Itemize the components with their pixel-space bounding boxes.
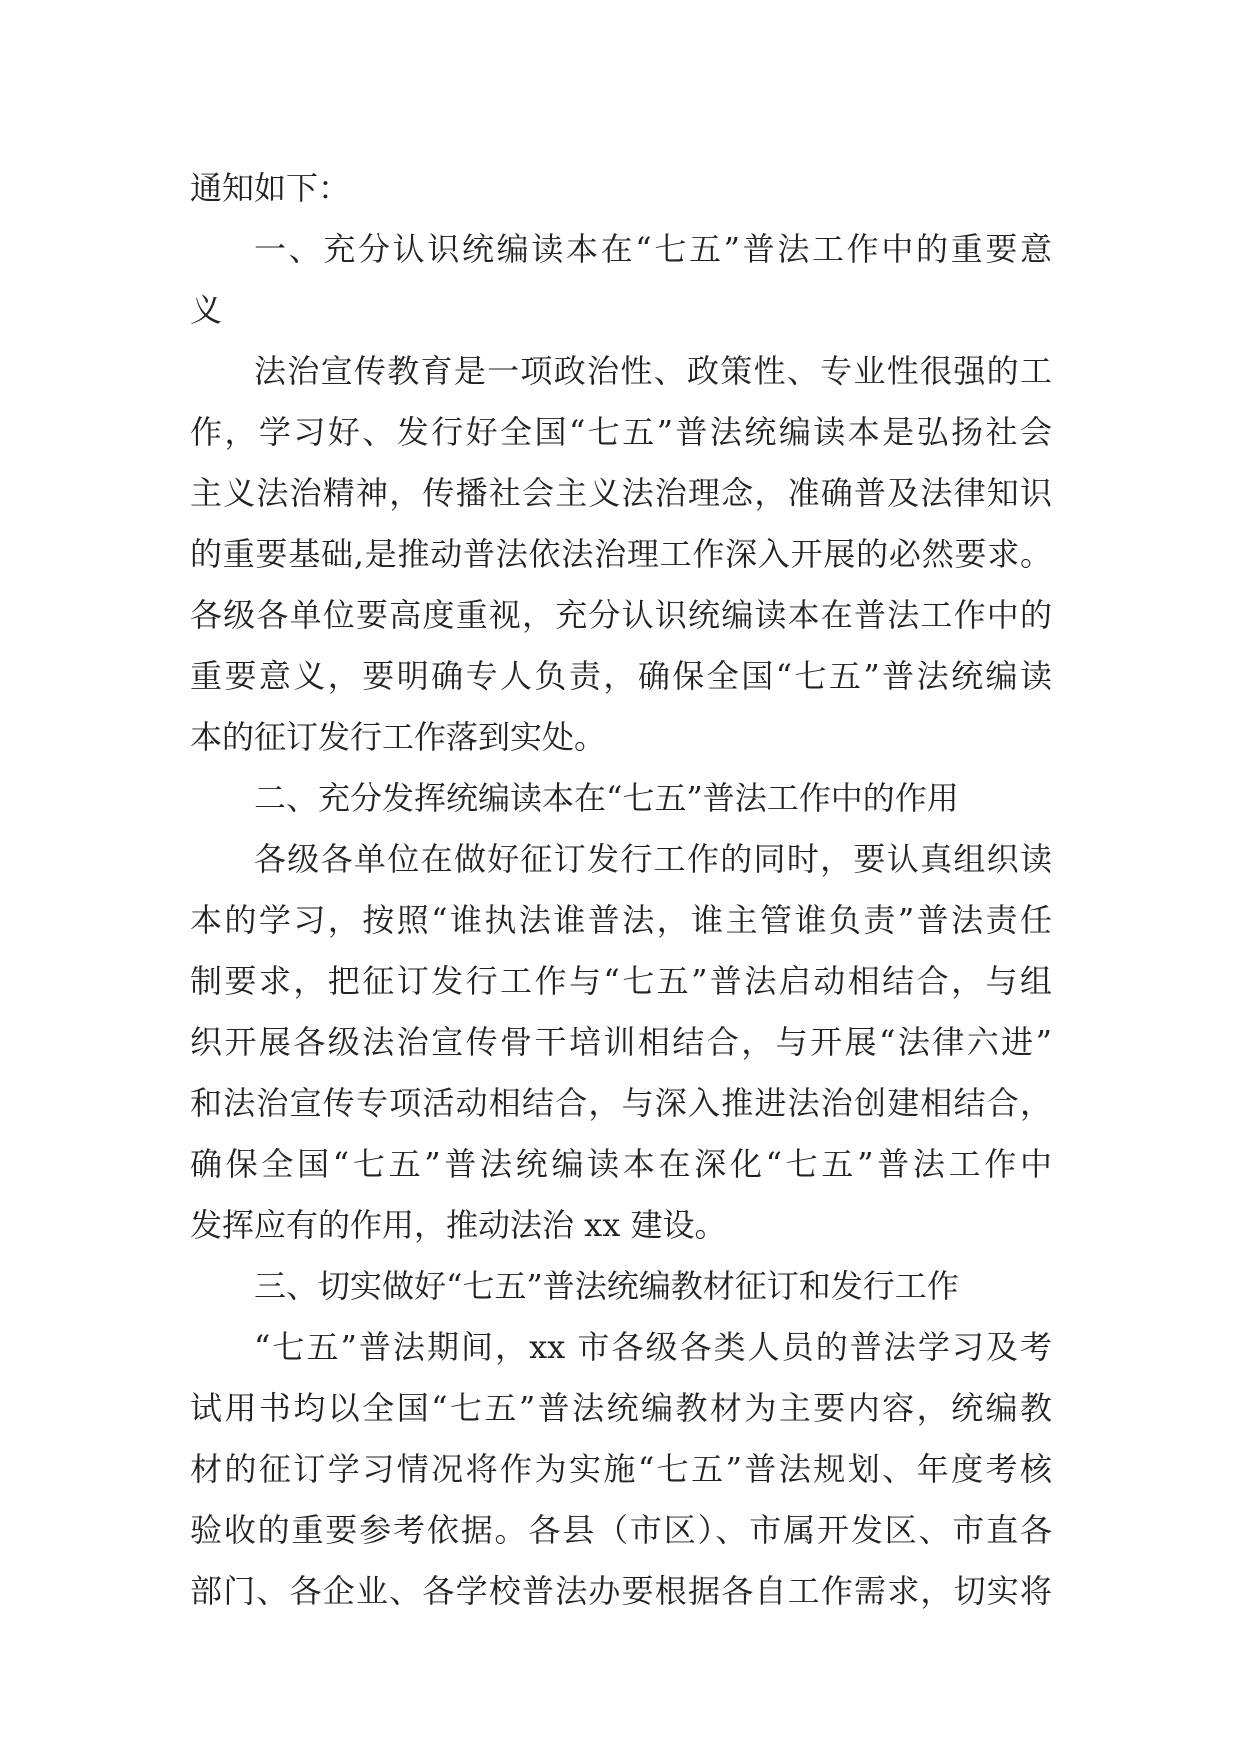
text-line: 通知如下：	[190, 169, 351, 207]
paragraph-line: 本的学习，按照“谁执法谁普法，谁主管谁负责”普法责任	[190, 901, 1052, 939]
paragraph-line: 发挥应有的作用，推动法治 xx 建设。	[190, 1206, 727, 1244]
section-heading-line: 义	[190, 291, 223, 329]
paragraph-line: 重要意义，要明确专人负责，确保全国“七五”普法统编读	[190, 657, 1052, 695]
paragraph-line: 部门、各企业、各学校普法办要根据各自工作需求，切实将	[190, 1572, 1052, 1610]
section-heading-line: 一、充分认识统编读本在“七五”普法工作中的重要意	[254, 230, 1052, 268]
paragraph-line: 材的征订学习情况将作为实施“七五”普法规划、年度考核	[190, 1450, 1052, 1488]
paragraph-line: 和法治宣传专项活动相结合，与深入推进法治创建相结合，	[190, 1084, 1052, 1122]
paragraph-line: 作，学习好、发行好全国“七五”普法统编读本是弘扬社会	[190, 413, 1052, 451]
paragraph-line: 本的征订发行工作落到实处。	[190, 718, 607, 756]
section-heading-line: 三、切实做好“七五”普法统编教材征订和发行工作	[254, 1267, 959, 1305]
paragraph-line: 确保全国“七五”普法统编读本在深化“七五”普法工作中	[190, 1145, 1052, 1183]
paragraph-line: “七五”普法期间，xx 市各级各类人员的普法学习及考	[254, 1328, 1052, 1366]
paragraph-line: 各级各单位要高度重视，充分认识统编读本在普法工作中的	[190, 596, 1052, 634]
document-body	[190, 158, 1052, 1622]
paragraph-line: 试用书均以全国“七五”普法统编教材为主要内容，统编教	[190, 1389, 1052, 1427]
paragraph-line: 法治宣传教育是一项政治性、政策性、专业性很强的工	[254, 352, 1052, 390]
paragraph-line: 验收的重要参考依据。各县（市区）、市属开发区、市直各	[190, 1511, 1052, 1549]
section-heading-line: 二、充分发挥统编读本在“七五”普法工作中的作用	[254, 779, 959, 817]
paragraph-line: 织开展各级法治宣传骨干培训相结合，与开展“法律六进”	[190, 1023, 1052, 1061]
paragraph-line: 各级各单位在做好征订发行工作的同时，要认真组织读	[254, 840, 1052, 878]
paragraph-line: 制要求，把征订发行工作与“七五”普法启动相结合，与组	[190, 962, 1052, 1000]
paragraph-line: 主义法治精神，传播社会主义法治理念，准确普及法律知识	[190, 474, 1052, 512]
paragraph-line: 的重要基础,是推动普法依法治理工作深入开展的必然要求。	[190, 535, 1052, 573]
